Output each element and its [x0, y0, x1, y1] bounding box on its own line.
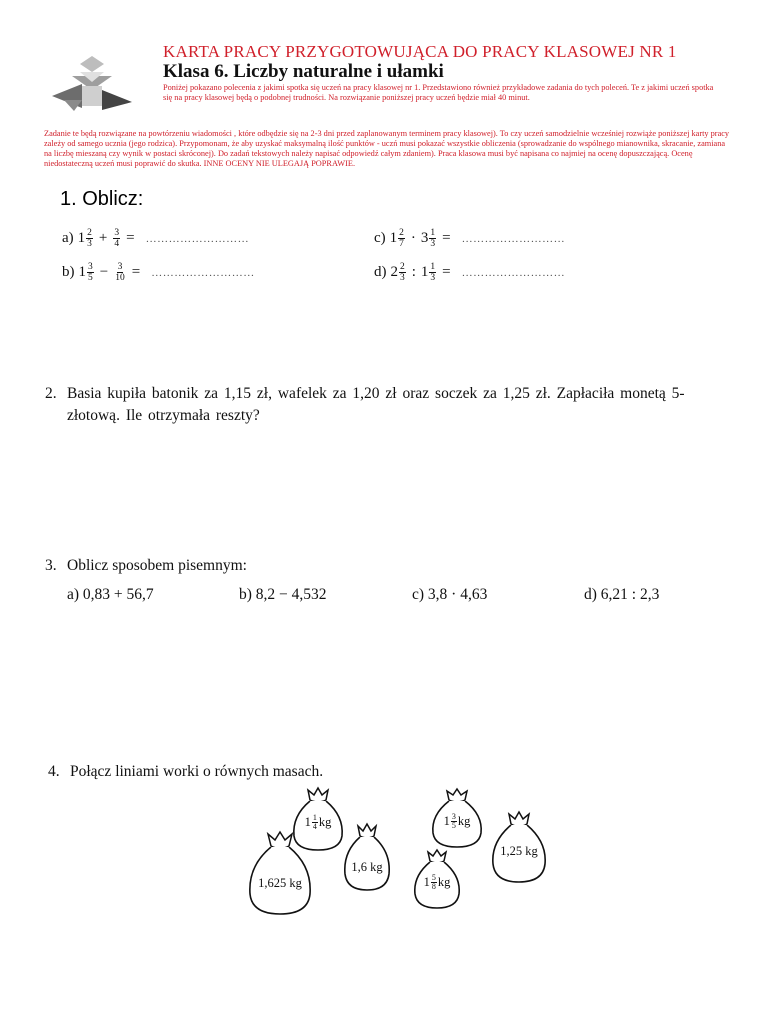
- operator: +: [98, 230, 108, 246]
- operator: ·: [410, 230, 416, 246]
- mixed-number: 1 $\frac{1}{3}$: [420, 262, 436, 283]
- task-number: 3.: [45, 557, 57, 574]
- bag-label: 1 $\frac{5}{8}$ kg: [423, 873, 451, 891]
- equals-sign: =: [442, 264, 451, 280]
- bag-label: 1 $\frac{3}{5}$ kg: [443, 812, 471, 830]
- task1-title: 1. Oblicz:: [60, 188, 144, 210]
- answer-line: ………………………: [461, 266, 566, 279]
- worksheet-title: KARTA PRACY PRZYGOTOWUJĄCA DO PRACY KLASOWEJ NR 1: [163, 42, 677, 61]
- bag-1-6[interactable]: [340, 822, 394, 892]
- task2-text: Basia kupiła batonik za 1,15 zł, wafelek za 1,20 zł oraz soczek za 1,25 zł. Zapłaciła monetą 5-złotową. Ile otrzymała reszty?: [67, 385, 685, 424]
- mixed-number: 1 $\frac{2}{3}$: [77, 228, 92, 249]
- bag-1-25[interactable]: [488, 810, 550, 884]
- task-number: 4.: [48, 763, 60, 780]
- answer-line: ………………………: [145, 232, 250, 245]
- bag-1-3-5[interactable]: [428, 787, 486, 849]
- task3-item-c: c) 3,8 · 4,63: [412, 586, 488, 603]
- bag-label: 1,25 kg: [500, 844, 538, 858]
- answer-line: ………………………: [151, 266, 255, 279]
- intro-note: Poniżej pokazano polecenia z jakimi spotka się uczeń na pracy klasowej nr 1. Przedstawiono również przykładowe zadania do tych poleceń. Te z jakimi uczeń spotka się na pracy klasowej będą o podobnej trudności. Na rozwiązanie poniższej pracy uczeń będzie miał 40 minut.: [163, 83, 714, 102]
- equals-sign: =: [126, 230, 135, 246]
- worksheet-subtitle: Klasa 6. Liczby naturalne i ułamki: [163, 61, 444, 82]
- item-label: a): [62, 230, 74, 246]
- task3-item-d: d) 6,21 : 2,3: [584, 586, 660, 603]
- item-label: b): [62, 264, 75, 280]
- bag-1-625[interactable]: [244, 830, 316, 916]
- equals-sign: =: [442, 230, 451, 246]
- bag-label: 1 $\frac{1}{4}$ kg: [304, 813, 332, 831]
- task3-text: Oblicz sposobem pisemnym:: [67, 557, 247, 574]
- task1-item-a: [62, 228, 249, 249]
- task4: [48, 761, 738, 783]
- answer-line: ………………………: [461, 232, 566, 245]
- task4-text: Połącz liniami worki o równych masach.: [70, 763, 324, 780]
- rules-note: Zadanie te będą rozwiązane na powtórzeniu wiadomości , które odbędzie się na 2-3 dni przed zaplanowanym terminem pracy klasowej). To czy uczeń samodzielnie wcześniej rozwiąże poniższej karty pracy zależy od samego ucznia (jego rodzica). Przypomonam, że aby uzyskać maksymalną ilość punktów - uczń musi pokazać wszystkie obliczenia (sprowadzanie do wspólnego mianownika, skracanie, zamiana na liczbę mieszaną czy wynik w postaci skróconej). Do zadań tekstowych należy napisać odpowiedź całym zdaniem). Praca klasowa musi być napisana co najmiej na ocenę dopuszczającą. Ocenę niedostateczną uczeń musi poprawić do skutka. INNE OCENY NIE ULEGAJĄ POPRAWIE.: [44, 129, 730, 168]
- mixed-number: 1 $\frac{3}{5}$: [78, 262, 93, 283]
- bag-label: 1,6 kg: [351, 860, 383, 874]
- sack-icon: [340, 822, 394, 892]
- mixed-number: $\frac{3}{4}$: [114, 228, 120, 249]
- item-label: d): [374, 264, 387, 280]
- task3-item-b: b) 8,2 − 4,532: [239, 586, 327, 603]
- task2: [45, 383, 735, 427]
- operator: −: [99, 264, 109, 280]
- bag-1-5-8[interactable]: [410, 848, 464, 910]
- mixed-number: 2 $\frac{2}{3}$: [390, 262, 405, 283]
- sack-icon: [244, 830, 316, 916]
- mixed-number: $\frac{3}{10}$: [115, 262, 125, 283]
- task3: [45, 555, 735, 577]
- mixed-number: 3 $\frac{1}{3}$: [420, 228, 436, 249]
- mixed-number: 1 $\frac{2}{7}$: [389, 228, 404, 249]
- bag-label: 1,625 kg: [258, 876, 302, 890]
- tangram-logo: [52, 56, 132, 111]
- equals-sign: =: [131, 264, 141, 280]
- task1-item-b: [62, 262, 255, 283]
- task1-item-c: [374, 228, 565, 249]
- task-number: 2.: [45, 385, 57, 402]
- task3-item-a: a) 0,83 + 56,7: [67, 586, 154, 603]
- item-label: c): [374, 230, 386, 246]
- task1-item-d: [374, 262, 565, 283]
- operator: :: [411, 264, 416, 280]
